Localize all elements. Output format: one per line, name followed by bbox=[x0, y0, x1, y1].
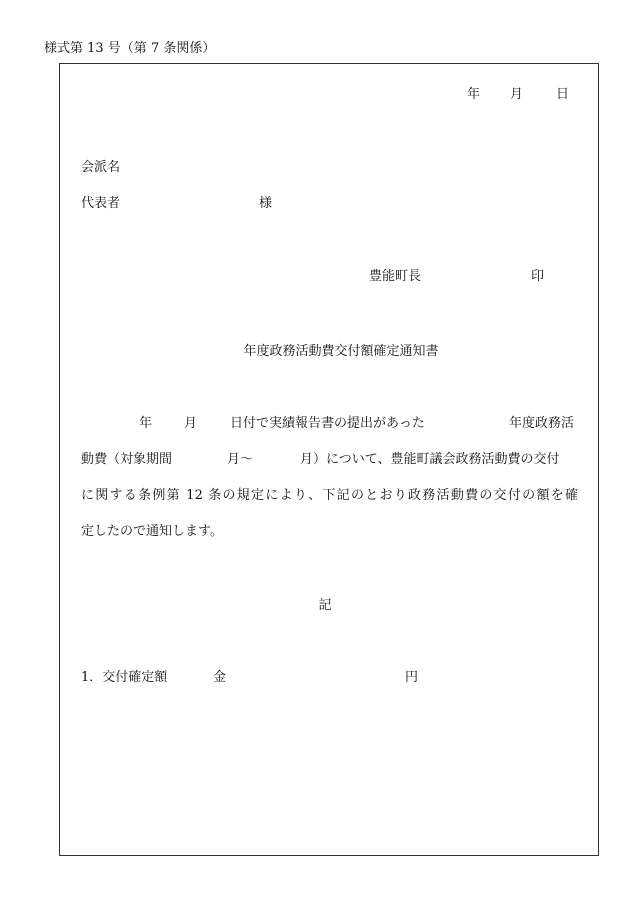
form-number: 様式第 13 号（第 7 条関係） bbox=[44, 41, 216, 56]
date-month: 月 bbox=[510, 87, 524, 102]
body-line-2-start: 動費（対象期間 bbox=[81, 452, 173, 467]
body-line-1-tail: 年度政務活 bbox=[509, 416, 575, 431]
ki-heading: 記 bbox=[318, 598, 332, 613]
document-title: 年度政務活動費交付額確定通知書 bbox=[243, 344, 439, 359]
body-line-1-year: 年 bbox=[139, 416, 153, 431]
body-line-2-month2: 月）について、豊能町議会政務活動費の交付 bbox=[300, 452, 560, 467]
sender-title: 豊能町長 bbox=[369, 269, 422, 284]
faction-name-label: 会派名 bbox=[81, 160, 121, 175]
body-line-1-month: 月 bbox=[184, 416, 198, 431]
body-line-4: 定したので通知します。 bbox=[81, 524, 223, 539]
item-label: 1．交付確定額 bbox=[81, 670, 168, 685]
honorific-sama: 様 bbox=[259, 196, 273, 211]
body-line-2-month1: 月～ bbox=[227, 452, 254, 467]
date-year: 年 bbox=[467, 87, 481, 102]
representative-label: 代表者 bbox=[81, 196, 121, 211]
seal-mark: 印 bbox=[531, 269, 545, 284]
item-unit: 円 bbox=[405, 670, 419, 685]
item-currency-prefix: 金 bbox=[213, 670, 227, 685]
body-line-1-text: 日付で実績報告書の提出があった bbox=[230, 416, 425, 431]
date-day: 日 bbox=[556, 87, 570, 102]
body-line-3: に関する条例第 12 条の規定により、下記のとおり政務活動費の交付の額を確 bbox=[81, 488, 578, 503]
